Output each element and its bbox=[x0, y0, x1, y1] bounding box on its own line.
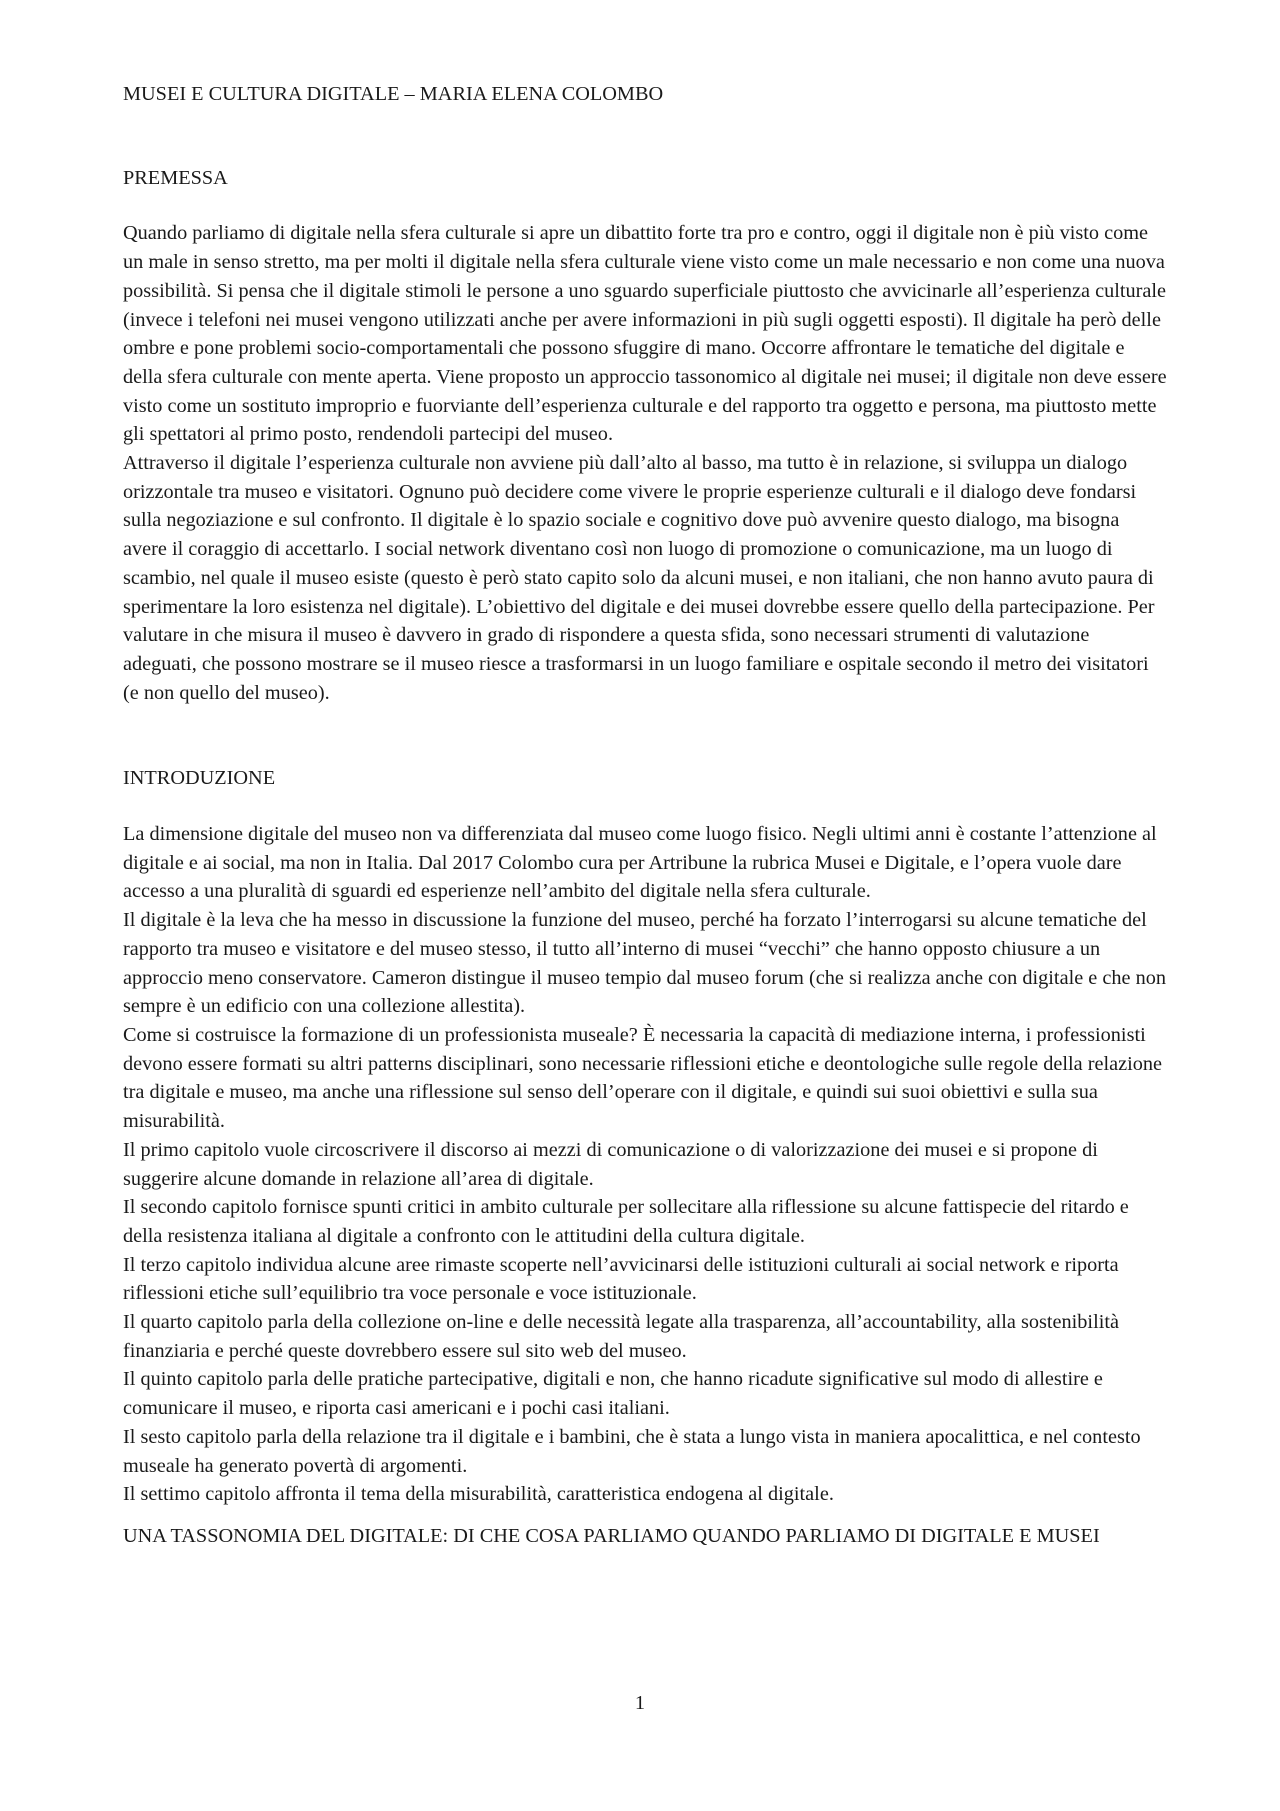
paragraph: Il sesto capitolo parla della relazione tra il digitale e i bambini, che è stata a lungo vista in maniera apocalittica, e nel contesto museale ha generato povertà di argomenti. bbox=[123, 1425, 1141, 1477]
paragraph: Il quinto capitolo parla delle pratiche partecipative, digitali e non, che hanno ricadute significative sul modo di allestire e comunicare il museo, e riporta casi americani e i pochi casi italiani. bbox=[123, 1368, 1103, 1420]
paragraph: Il primo capitolo vuole circoscrivere il discorso ai mezzi di comunicazione o di valorizzazione dei musei e si propone di suggerire alcune domande in relazione all’area di digitale. bbox=[123, 1138, 1098, 1190]
heading-premessa: PREMESSA bbox=[123, 166, 228, 189]
document-title: MUSEI E CULTURA DIGITALE – MARIA ELENA COLOMBO bbox=[123, 83, 664, 105]
paragraph: Quando parliamo di digitale nella sfera culturale si apre un dibattito forte tra pro e contro, oggi il digitale non è più visto come un male in senso stretto, ma per molti il digitale nella sfera culturale viene visto come un male necessario e non come una nuova possibilità. Si pensa che il digitale stimoli le persone a uno sguardo superficiale piuttosto che avvicinarle all’esperienza culturale (invece i telefoni nei musei vengono utilizzati anche per avere informazioni in più sugli oggetti esposti). Il digitale ha però delle ombre e pone problemi socio-comportamentali che possono sfuggire di mano. Occorre affrontare le tematiche del digitale e della sfera culturale con mente aperta. Viene proposto un approccio tassonomico al digitale nei musei; il digitale non deve essere visto come un sostituto improprio e fuorviante dell’esperienza culturale e del rapporto tra oggetto e persona, ma piuttosto mette gli spettatori al primo posto, rendendoli partecipi del museo. bbox=[123, 222, 1167, 446]
paragraph: Il digitale è la leva che ha messo in discussione la funzione del museo, perché ha forzato l’interrogarsi su alcune tematiche del rapporto tra museo e visitatore e del museo stesso, il tutto all’interno di musei “vecchi” che hanno opposto chiusure a un approccio meno conservatore. Cameron distingue il museo tempio dal museo forum (che si realizza anche con digitale e che non sempre è un edificio con una collezione allestita). bbox=[123, 909, 1166, 1018]
page-content bbox=[123, 80, 1168, 1551]
paragraph: Il settimo capitolo affronta il tema della misurabilità, caratteristica endogena al digitale. bbox=[123, 1483, 834, 1506]
heading-introduzione: INTRODUZIONE bbox=[123, 767, 276, 790]
heading-tassonomia: UNA TASSONOMIA DEL DIGITALE: DI CHE COSA PARLIAMO QUANDO PARLIAMO DI DIGITALE E MUSEI bbox=[123, 1524, 1100, 1547]
page-number: 1 bbox=[634, 1692, 646, 1714]
paragraph: Il terzo capitolo individua alcune aree rimaste scoperte nell’avvicinarsi delle istituzioni culturali ai social network e riporta riflessioni etiche sull’equilibrio tra voce personale e voce istituzionale. bbox=[123, 1253, 1119, 1305]
paragraph: Il secondo capitolo fornisce spunti critici in ambito culturale per sollecitare alla riflessione su alcune fattispecie del ritardo e della resistenza italiana al digitale a confronto con le attitudini della cultura digitale. bbox=[123, 1196, 1129, 1247]
paragraph: La dimensione digitale del museo non va differenziata dal museo come luogo fisico. Negli ultimi anni è costante l’attenzione al digitale e ai social, ma non in Italia. Dal 2017 Colombo cura per Artribune la rubrica Musei e Digitale, e l’opera vuole dare accesso a una pluralità di sguardi ed esperienze nell’ambito del digitale nella sfera culturale. bbox=[123, 823, 1157, 903]
paragraph: Il quarto capitolo parla della collezione on-line e delle necessità legate alla trasparenza, all’accountability, alla sostenibilità finanziaria e perché queste dovrebbero essere sul sito web del museo. bbox=[123, 1311, 1119, 1362]
paragraph: Come si costruisce la formazione di un professionista museale? È necessaria la capacità di mediazione interna, i professionisti devono essere formati su altri patterns disciplinari, sono necessarie riflessioni etiche e deontologiche sulle regole della relazione tra digitale e museo, ma anche una riflessione sul senso dell’operare con il digitale, e quindi sui suoi obiettivi e sulla sua misurabilità. bbox=[123, 1023, 1163, 1133]
paragraph: Attraverso il digitale l’esperienza culturale non avviene più dall’alto al basso, ma tutto è in relazione, si sviluppa un dialogo orizzontale tra museo e visitatori. Ognuno può decidere come vivere le proprie esperienze culturali e il dialogo deve fondarsi sulla negoziazione e sul confronto. Il digitale è lo spazio sociale e cognitivo dove può avvenire questo dialogo, ma bisogna avere il coraggio di accettarlo. I social network diventano così non luogo di promozione o comunicazione, ma un luogo di scambio, nel quale il museo esiste (questo è però stato capito solo da alcuni musei, e non italiani, che non hanno avuto paura di sperimentare la loro esistenza nel digitale). L’obiettivo del digitale e dei musei dovrebbe essere quello della partecipazione. Per valutare in che misura il museo è davvero in grado di rispondere a questa sfida, sono necessari strumenti di valutazione adeguati, che possono mostrare se il museo riesce a trasformarsi in un luogo familiare e ospitale secondo il metro dei visitatori (e non quello del museo). bbox=[123, 452, 1155, 704]
